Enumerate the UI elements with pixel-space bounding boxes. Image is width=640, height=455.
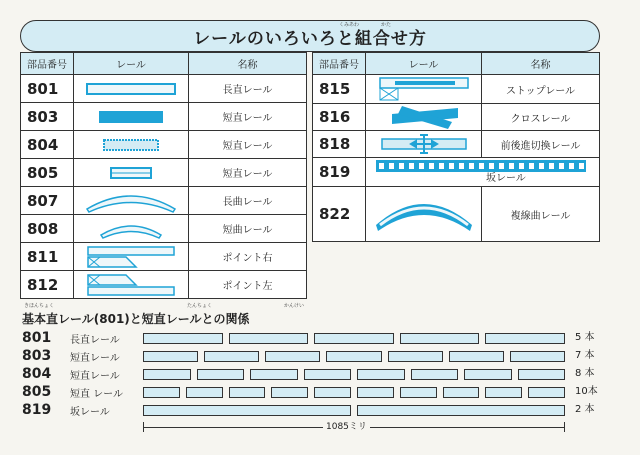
part-number: 801 [22, 330, 52, 346]
part-number: 803 [22, 348, 52, 364]
part-name: 短直レール [189, 131, 307, 159]
table-row [21, 131, 307, 159]
relation-heading-block [22, 303, 422, 329]
part-number: 803 [21, 103, 74, 131]
table-row [313, 187, 600, 242]
part-number: 815 [313, 75, 366, 104]
rail-bar [265, 351, 320, 362]
rail-bar [143, 351, 198, 362]
ruby: きほんちょく [24, 303, 55, 309]
long-straight-rail-icon [74, 83, 188, 95]
rail-bar [510, 351, 565, 362]
rail-icon-cell [366, 131, 482, 158]
table-row [21, 243, 307, 271]
rail-bar [250, 369, 298, 380]
part-name: ストップレール [482, 75, 600, 104]
relation-row-label [22, 366, 120, 382]
rail-icon-cell [74, 103, 189, 131]
rail-bar [229, 333, 309, 344]
header-rail: レール [74, 53, 189, 75]
rail-bar [197, 369, 245, 380]
rail-icon-cell [366, 75, 482, 104]
rail-bar [271, 387, 308, 398]
title-banner [20, 20, 600, 52]
part-name: 前後進切換レール [482, 131, 600, 158]
short-straight-solid-rail-icon [74, 111, 188, 123]
table-row [21, 215, 307, 243]
rail-bar [186, 387, 223, 398]
part-number: 801 [21, 75, 74, 103]
part-name: ポイント左 [189, 271, 307, 299]
relation-row-label [22, 330, 120, 346]
page-title: レールのいろいろと組合せ方 [193, 29, 427, 49]
rail-icon-cell [74, 75, 189, 103]
rail-icon-cell [74, 159, 189, 187]
rail-bar [143, 333, 223, 344]
table-row [21, 75, 307, 103]
rail-count: 2 本 [575, 404, 595, 415]
rail-bar [314, 333, 394, 344]
rail-bar [304, 369, 352, 380]
rail-bar [314, 387, 351, 398]
part-name: 短直レール [70, 370, 120, 382]
point-left-rail-icon [74, 273, 188, 297]
relation-row-label [22, 402, 110, 418]
part-number: 819 [22, 402, 52, 418]
part-number: 819 [313, 158, 366, 187]
slope-rail-icon [376, 160, 586, 172]
rail-icon-cell [366, 187, 482, 242]
relation-row-label [22, 348, 120, 364]
rail-icon-cell [74, 243, 189, 271]
rail-icon-cell [74, 187, 189, 215]
rail-bar [528, 387, 565, 398]
rail-icon-cell [74, 271, 189, 299]
rail-bar [326, 351, 381, 362]
rail-bar [518, 369, 566, 380]
part-number: 805 [22, 384, 52, 400]
rail-icon-cell [74, 131, 189, 159]
relation-row-label [22, 384, 123, 400]
table-row [21, 103, 307, 131]
part-number: 807 [21, 187, 74, 215]
dimension-line [143, 421, 565, 433]
rail-bar [388, 351, 443, 362]
short-curve-rail-icon [74, 219, 188, 239]
part-number: 804 [21, 131, 74, 159]
double-curve-rail-icon [366, 195, 481, 233]
relation-bars [143, 351, 565, 362]
short-straight-dotted-rail-icon [74, 139, 188, 151]
rail-table-right [312, 52, 600, 242]
rail-count: 8 本 [575, 368, 595, 379]
part-name: ポイント右 [189, 243, 307, 271]
rail-bar [204, 351, 259, 362]
rail-icon-cell [74, 215, 189, 243]
ruby: かんけい [284, 303, 305, 309]
point-right-rail-icon [74, 245, 188, 269]
rail-icon-cell [366, 158, 600, 187]
rail-bar [357, 405, 565, 416]
rail-bar [411, 369, 459, 380]
part-name: クロスレール [482, 104, 600, 131]
rail-bar [357, 369, 405, 380]
rail-count: 10本 [575, 386, 598, 397]
relation-bars [143, 369, 565, 380]
rail-bar [143, 405, 351, 416]
part-name: 短直レール [189, 159, 307, 187]
part-number: 818 [313, 131, 366, 158]
part-name: 長直レール [189, 75, 307, 103]
header-id: 部品番号 [21, 53, 74, 75]
rail-count: 5 本 [575, 332, 595, 343]
rail-bar [400, 333, 480, 344]
rail-bar [357, 387, 394, 398]
rail-bar [229, 387, 266, 398]
rail-table-left [20, 52, 307, 299]
part-name: 長曲レール [189, 187, 307, 215]
table-row [313, 75, 600, 104]
rail-bar [449, 351, 504, 362]
header-name: 名称 [189, 53, 307, 75]
rail-bar [143, 387, 180, 398]
part-number: 808 [21, 215, 74, 243]
long-curve-rail-icon [74, 189, 188, 213]
rail-bar [400, 387, 437, 398]
rail-bar [464, 369, 512, 380]
header-name: 名称 [482, 53, 600, 75]
table-row [313, 131, 600, 158]
dimension-label: 1085ミリ [323, 421, 370, 433]
relation-bars [143, 387, 565, 398]
rail-bar [485, 387, 522, 398]
part-number: 804 [22, 366, 52, 382]
part-name: 短曲レール [189, 215, 307, 243]
ruby: たんちょく [187, 303, 213, 309]
table-row [21, 159, 307, 187]
relation-bars [143, 405, 565, 416]
header-id: 部品番号 [313, 53, 366, 75]
part-number: 811 [21, 243, 74, 271]
relation-bars [143, 333, 565, 344]
part-number: 812 [21, 271, 74, 299]
stop-rail-icon [366, 76, 481, 102]
rail-bar [443, 387, 480, 398]
rail-count: 7 本 [575, 350, 595, 361]
cross-rail-icon [366, 104, 481, 130]
part-name: 長直レール [70, 334, 120, 346]
table-row [313, 104, 600, 131]
table-row [21, 271, 307, 299]
rail-bar [143, 369, 191, 380]
table-row [313, 158, 600, 187]
part-number: 816 [313, 104, 366, 131]
part-number: 822 [313, 187, 366, 242]
header-rail: レール [366, 53, 482, 75]
rail-bar [485, 333, 565, 344]
part-number: 805 [21, 159, 74, 187]
part-name: 短直 レール [70, 388, 123, 400]
short-straight-small-rail-icon [74, 167, 188, 179]
ruby: かた [381, 22, 392, 28]
relation-heading: 基本直レール(801)と短直レールとの関係 [22, 312, 250, 326]
part-name: 坂レール [70, 406, 110, 418]
table-row [21, 187, 307, 215]
ruby: くみあわ [339, 22, 360, 28]
part-name: 複線曲レール [482, 187, 600, 242]
part-name: 短直レール [70, 352, 120, 364]
switch-rail-icon [366, 133, 481, 155]
part-name: 短直レール [189, 103, 307, 131]
part-name: 坂レール [486, 173, 526, 184]
rail-icon-cell [366, 104, 482, 131]
